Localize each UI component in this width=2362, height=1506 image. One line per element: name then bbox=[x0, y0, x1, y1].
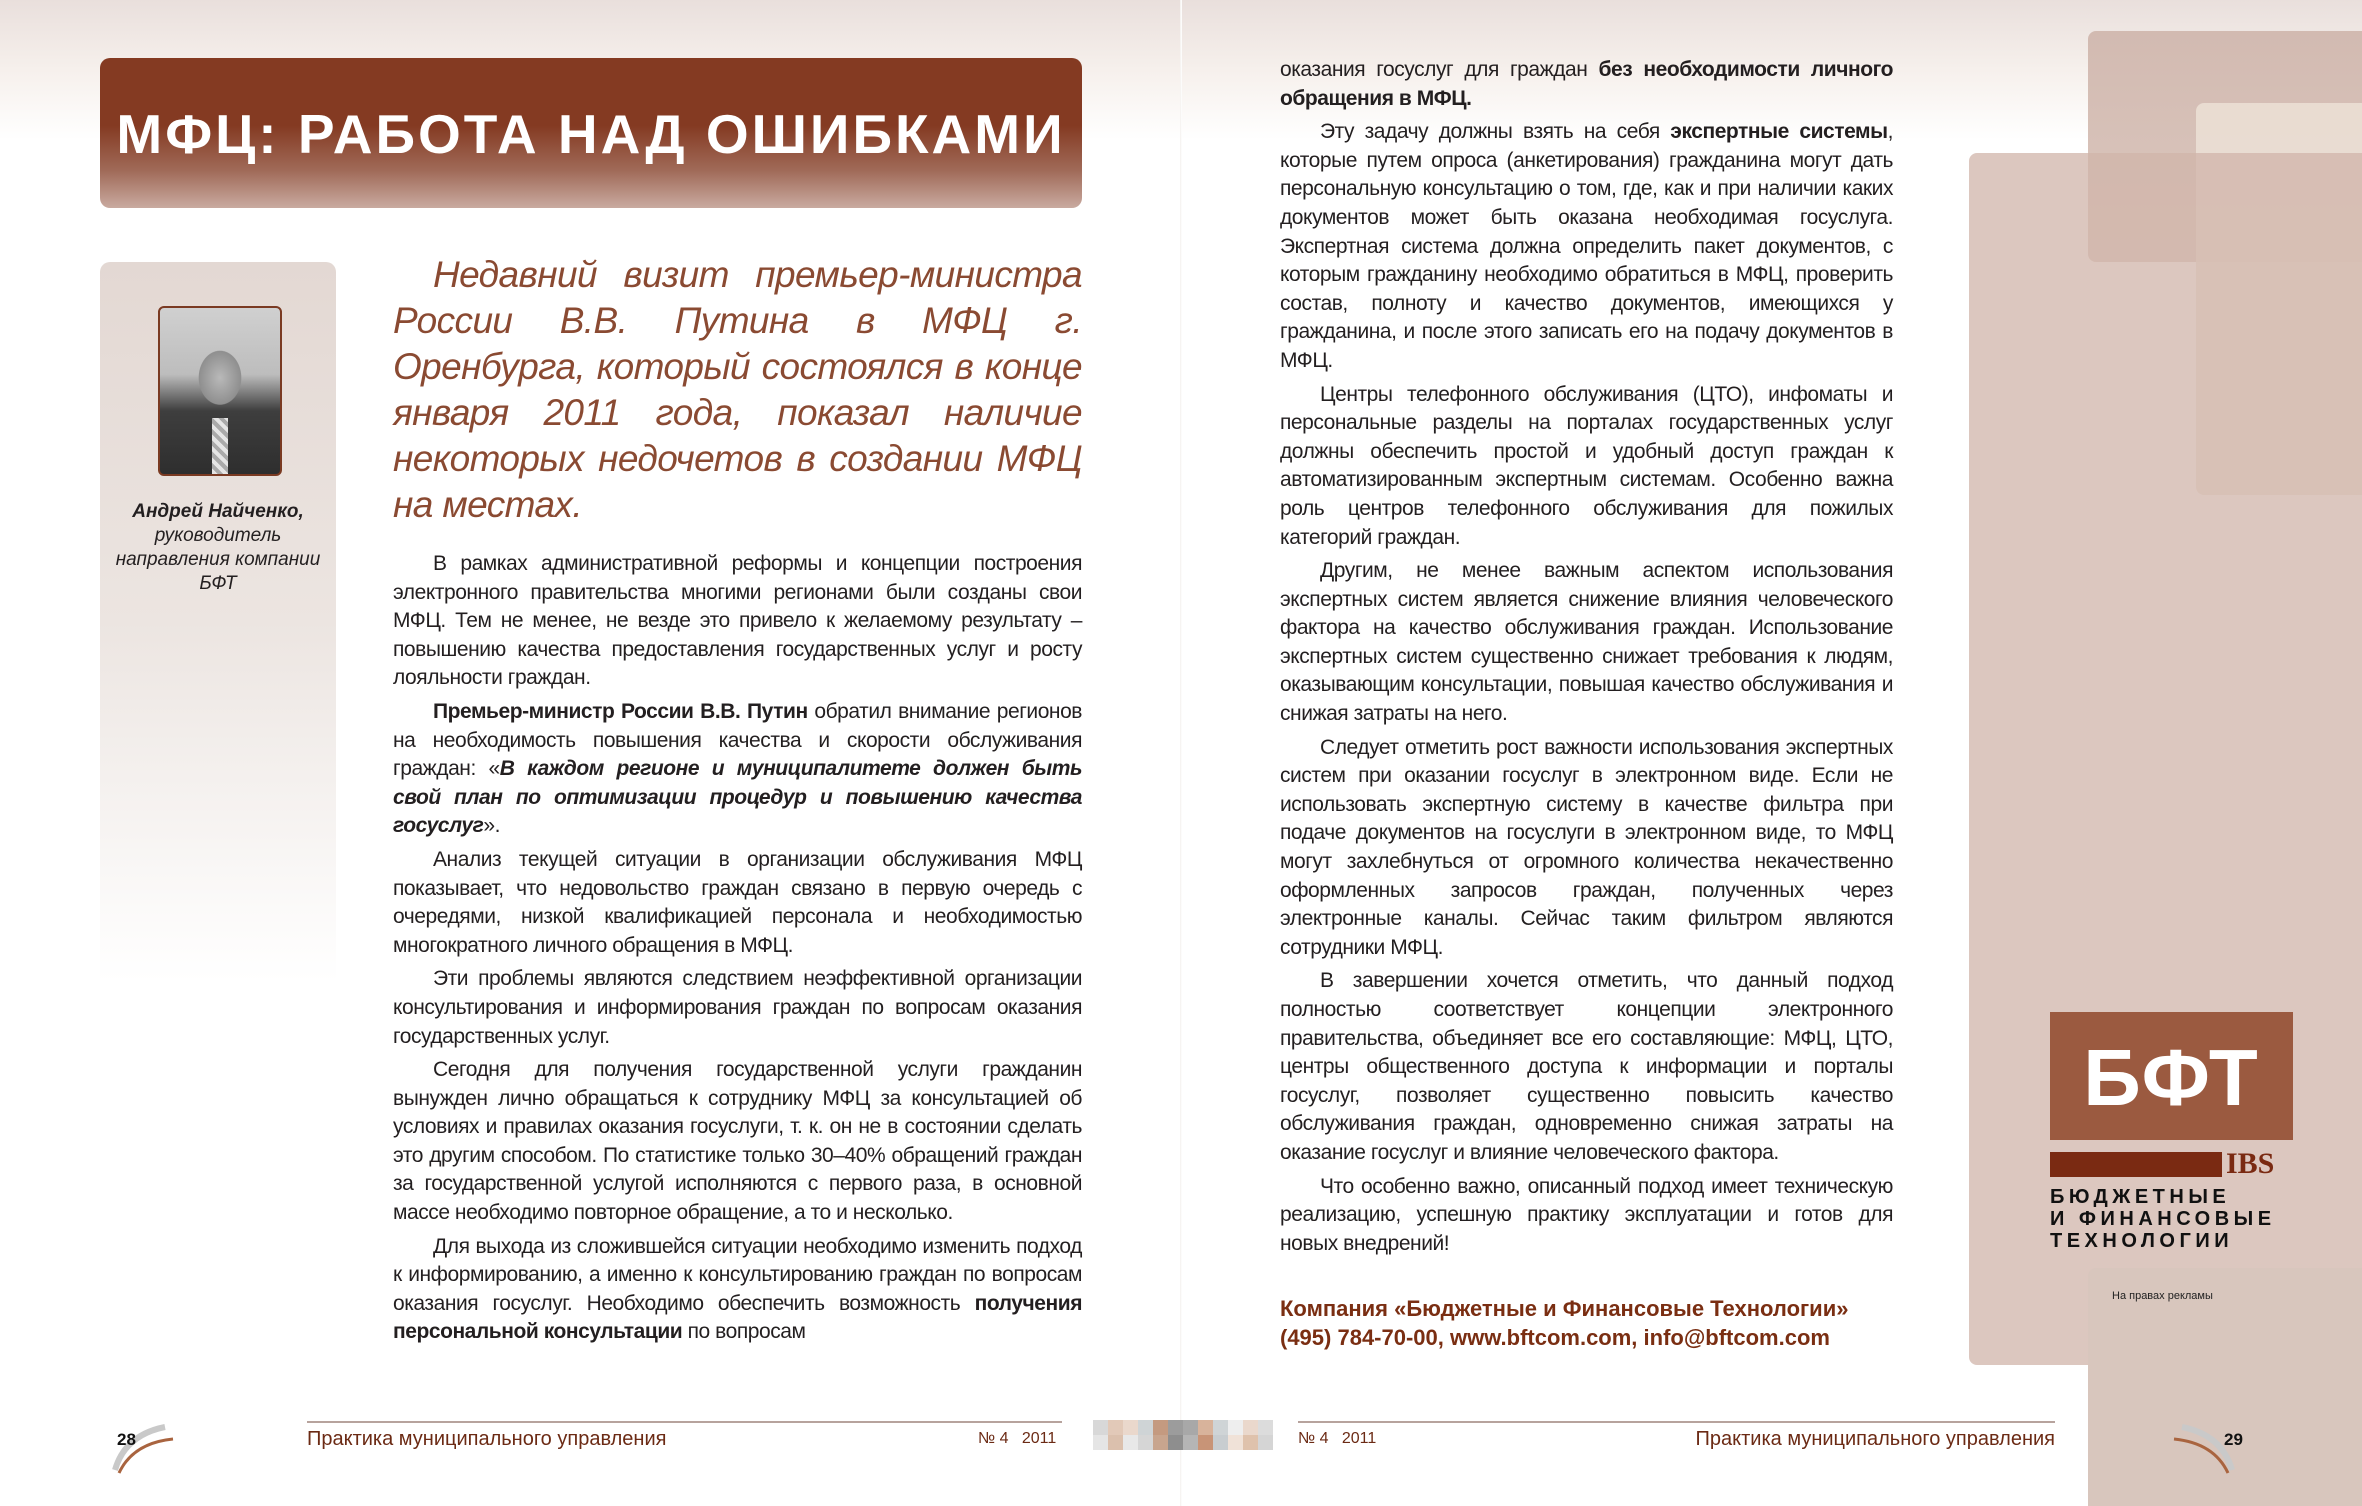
paragraph: Сегодня для получения государственной услуги гражданин вынужден лично обращаться к сотруднику МФЦ за консультацией об условиях и правилах оказания госуслуги, т. к. он не в состоянии сделать это другим способом. По статистике только 30–40% обращений граждан за государственной услугой исполняются с первого раза, в основной массе необходимо повторное обращение, а то и несколько. bbox=[393, 1058, 1082, 1225]
page-number-left: 28 bbox=[117, 1430, 136, 1449]
logo-line: БЮДЖЕТНЫЕ bbox=[2050, 1186, 2231, 1208]
paragraph-text: Для выхода из сложившейся ситуации необходимо изменить подход к информированию, а именно к консультированию граждан по вопросам оказания госуслуг. Необходимо обеспечить возможность bbox=[393, 1234, 1082, 1315]
decor-panel bbox=[1969, 153, 2362, 1365]
swoosh-icon bbox=[105, 1415, 175, 1475]
color-swatch-strip bbox=[1093, 1420, 1273, 1450]
issue-left bbox=[978, 1430, 1056, 1448]
bold-text: получения персональной консультации bbox=[393, 1291, 1082, 1344]
spread-gutter bbox=[1180, 0, 1182, 1506]
paragraph: Эти проблемы являются следствием неэффективной организации консультирования и информирования граждан по вопросам оказания государственных услуг. bbox=[393, 967, 1082, 1048]
bold-text: Премьер-министр России В.В. Путин bbox=[433, 699, 808, 723]
issue-right bbox=[1298, 1430, 1376, 1448]
bft-logo bbox=[2050, 1012, 2293, 1140]
company-name-logo bbox=[2050, 1186, 2310, 1252]
left-page-flow bbox=[393, 252, 1082, 1352]
paragraph-text: обратил внимание регионов на необходимость повышения качества и скорости обслуживания граждан: « bbox=[393, 699, 1083, 781]
company-name: Компания «Бюджетные и Финансовые Технологии» bbox=[1280, 1296, 1849, 1322]
right-page-flow bbox=[1280, 56, 1893, 1352]
author-caption bbox=[100, 500, 336, 596]
logo-bar bbox=[2050, 1152, 2222, 1177]
paragraph: В рамках административной реформы и концепции построения электронного правительства многими регионами были созданы свои МФЦ. Тем не менее, не везде это привело к желаемому результату – повышению качества предоставления государственных услуг и росту лояльности граждан. bbox=[393, 552, 1082, 690]
bft-logo-text: БФТ bbox=[2083, 1033, 2260, 1122]
logo-line: ТЕХНОЛОГИИ bbox=[2050, 1230, 2234, 1252]
company-details[interactable]: (495) 784-70-00, www.bftcom.com, info@bftcom.com bbox=[1280, 1325, 1830, 1351]
logo-line: И ФИНАНСОВЫЕ bbox=[2050, 1208, 2276, 1230]
footer-rule bbox=[1298, 1421, 2055, 1423]
paragraph: В завершении хочется отметить, что данный подход полностью соответствует концепции электронного правительства, объединяет все его составляющие: МФЦ, ЦТО, центры общественного доступа к информации и порталы госуслуг, позволяет существенно повысить качество обслуживания граждан, одновременно снижая затраты на оказание госуслуг и влияние человеческого фактора. bbox=[1280, 969, 1893, 1164]
issue-number: № 4 bbox=[1298, 1430, 1329, 1447]
paragraph-text: оказания госуслуг для граждан bbox=[1280, 58, 1599, 81]
paragraph-text: , которые путем опроса (анкетирования) гражданина могут дать персональную консультацию о том, где, как и при наличии каких документов может быть оказана необходимая госуслуга. Экспертная система должна определить пакет документов, с которым гражданину необходимо обратиться в МФЦ, проверить состав, полноту и качество документов, имеющихся у гражданина, и после этого записать его на подачу документов в МФЦ. bbox=[1280, 120, 1894, 372]
magazine-title-left: Практика муниципального управления bbox=[307, 1428, 667, 1450]
paragraph bbox=[393, 698, 1082, 841]
company-contact bbox=[1280, 1294, 1893, 1352]
magazine-title-right: Практика муниципального управления bbox=[1695, 1428, 2055, 1450]
paragraph bbox=[393, 1233, 1082, 1347]
left-column bbox=[393, 550, 1082, 1347]
author-name: Андрей Найченко, bbox=[132, 501, 304, 522]
paragraph-text: ». bbox=[483, 814, 500, 838]
paragraph-text: Эту задачу должны взять на себя bbox=[1320, 120, 1671, 144]
paragraph: Центры телефонного обслуживания (ЦТО), инфоматы и персональные разделы на порталах государственных услуг должны обеспечить простой и удобный доступ граждан к автоматизированным экспертным системам. Особенно важна роль центров телефонного обслуживания для пожилых категорий граждан. bbox=[1280, 382, 1893, 549]
ibs-logo: IBS bbox=[2226, 1147, 2275, 1180]
advertising-note: На правах рекламы bbox=[2112, 1290, 2213, 1302]
author-role: руководитель направления компании БФТ bbox=[115, 525, 321, 594]
paragraph bbox=[1280, 56, 1893, 113]
issue-year: 2011 bbox=[1341, 1430, 1377, 1447]
paragraph: Другим, не менее важным аспектом использования экспертных систем является снижение влияния человеческого фактора на качество обслуживания граждан. Использование экспертных систем существенно снижает требования к людям, оказывающим консультации, повышая качество обслуживания и снижая затраты на него. bbox=[1280, 559, 1893, 726]
paragraph: Что особенно важно, описанный подход имеет техническую реализацию, успешную практику эксплуатации и готов для новых внедрений! bbox=[1280, 1174, 1893, 1255]
title-banner bbox=[100, 58, 1082, 208]
bold-text: без необходимости личного обращения в МФЦ. bbox=[1280, 58, 1893, 110]
right-column bbox=[1280, 56, 1893, 1258]
paragraph: Следует отметить рост важности использования экспертных систем при оказании госуслуг в электронном виде. Если не использовать экспертную систему в качестве фильтра при подаче документов на госуслуги в электронном виде, то МФЦ могут захлебнуться от огромного количества некачественно оформленных запросов граждан, полученных через электронные каналы. Сейчас таким фильтром являются сотрудники МФЦ. bbox=[1280, 735, 1893, 959]
paragraph-text: по вопросам bbox=[682, 1320, 806, 1344]
author-sidebar bbox=[100, 262, 336, 982]
issue-year: 2011 bbox=[1021, 1430, 1057, 1447]
paragraph: Анализ текущей ситуации в организации обслуживания МФЦ показывает, что недовольство граждан связано в первую очередь с очередями, низкой квалификацией персонала и необходимостью многократного личного обращения в МФЦ. bbox=[393, 847, 1082, 957]
bold-text: экспертные системы bbox=[1670, 120, 1888, 144]
article-lead: Недавний визит премьер-министра России В.В. Путина в МФЦ г. Оренбурга, который состоялся в конце января 2011 года, показал наличие некоторых недочетов в создании МФЦ на местах. bbox=[393, 254, 1082, 525]
issue-number: № 4 bbox=[978, 1430, 1009, 1447]
footer-rule bbox=[307, 1421, 1062, 1423]
article-title: МФЦ: РАБОТА НАД ОШИБКАМИ bbox=[116, 103, 1066, 165]
paragraph bbox=[1280, 118, 1893, 375]
author-photo bbox=[158, 306, 282, 476]
page-number-right: 29 bbox=[2224, 1430, 2243, 1449]
quote-text: В каждом регионе и муниципалитете должен быть свой план по оптимизации процедур и повышению качества госуслуг bbox=[393, 757, 1082, 838]
photo-tie-detail bbox=[212, 418, 228, 474]
